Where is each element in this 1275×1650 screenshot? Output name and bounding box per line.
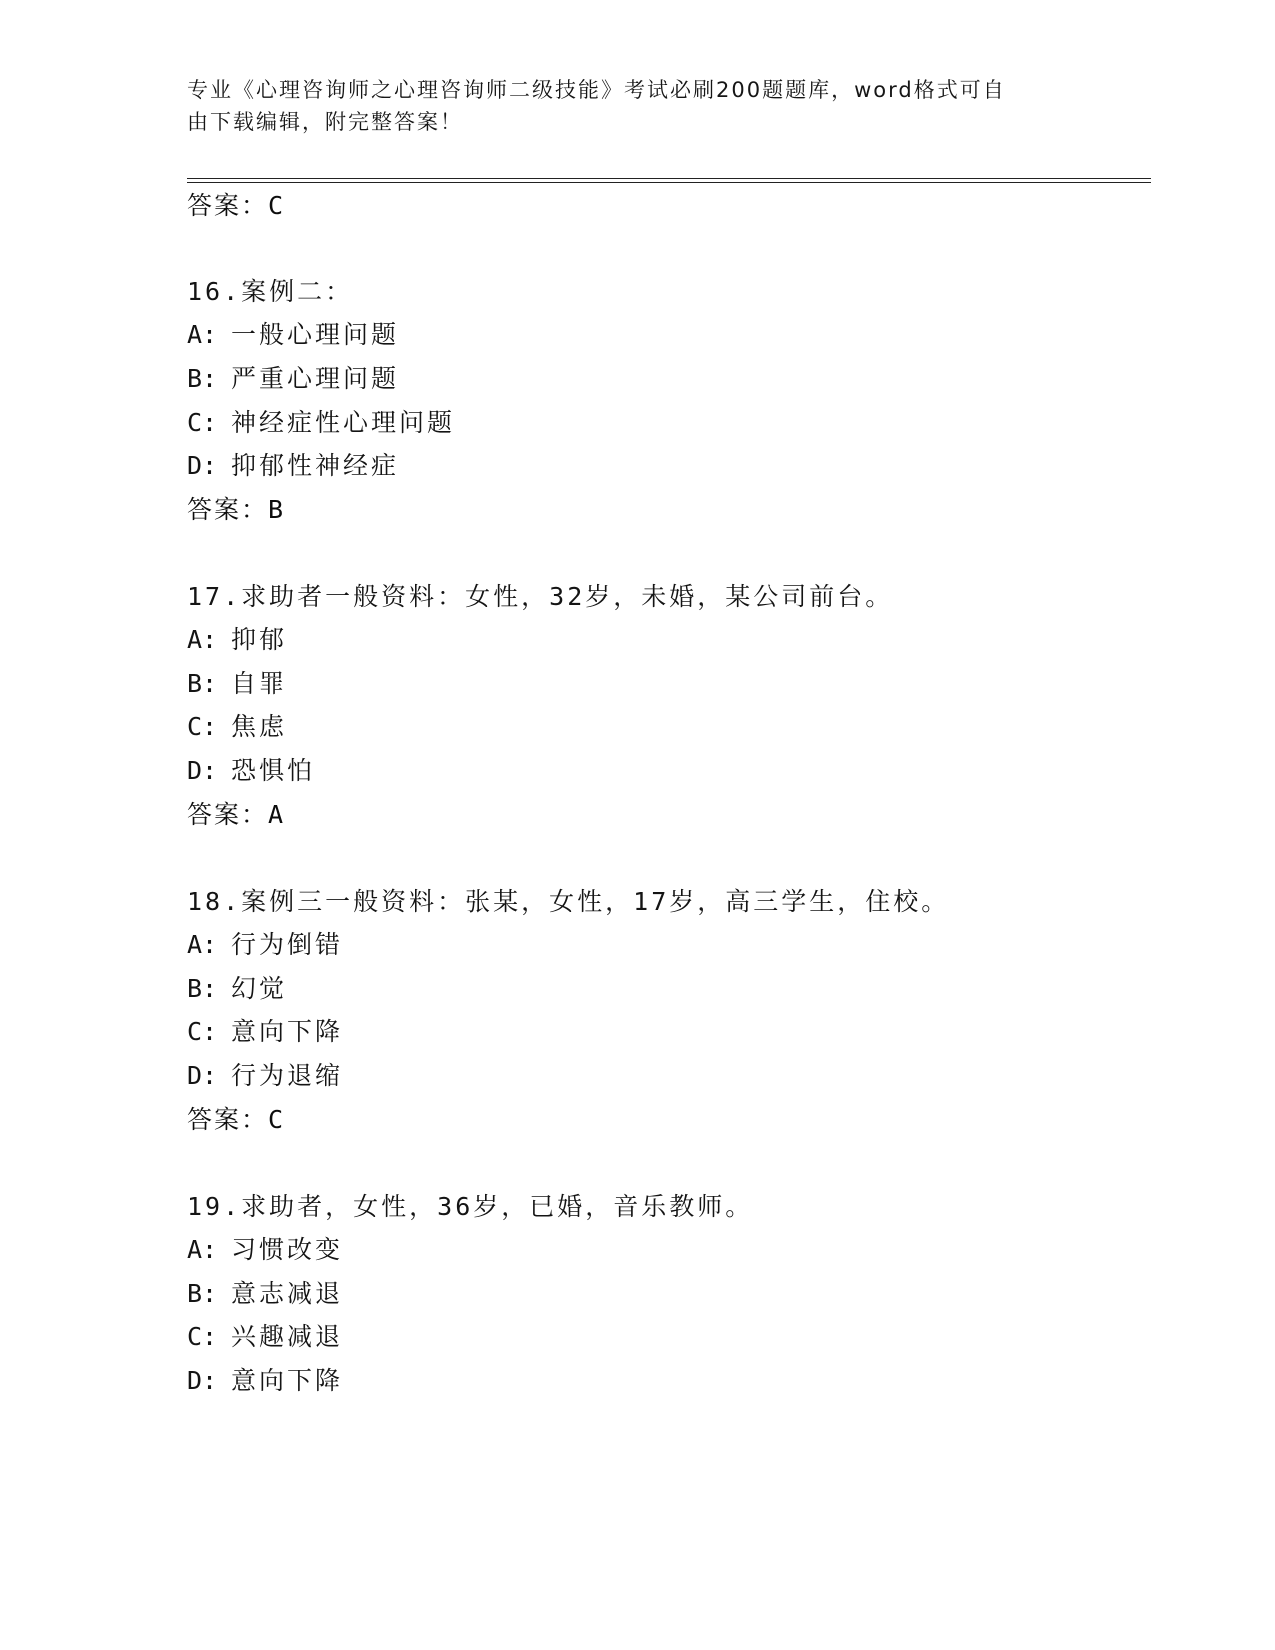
header-line-1: 专业《心理咨询师之心理咨询师二级技能》考试必刷200题题库，word格式可自 — [187, 78, 1006, 102]
option-b — [187, 669, 287, 699]
option-label: B: — [187, 669, 218, 698]
answer-value: A — [268, 800, 286, 829]
option-a — [187, 320, 399, 350]
answer-line — [187, 495, 285, 525]
option-text: 意向下降 — [231, 1366, 344, 1395]
option-d — [187, 451, 399, 481]
option-label: D: — [187, 756, 218, 785]
answer-value: C — [268, 191, 286, 220]
option-b — [187, 974, 287, 1004]
option-c — [187, 408, 455, 438]
header-divider-bottom — [187, 182, 1151, 183]
option-label: D: — [187, 1366, 218, 1395]
answer-label: 答案： — [187, 495, 269, 524]
question-stem: 18.案例三一般资料：张某，女性，17岁，高三学生，住校。 — [187, 887, 950, 916]
option-label: B: — [187, 1279, 218, 1308]
option-c — [187, 712, 287, 742]
question-stem: 16.案例二： — [187, 277, 354, 306]
option-label: A: — [187, 320, 218, 349]
option-d — [187, 1366, 343, 1396]
option-text: 一般心理问题 — [231, 320, 400, 349]
option-c — [187, 1017, 343, 1047]
header-line-2: 由下载编辑，附完整答案！ — [187, 110, 463, 134]
option-text: 焦虑 — [231, 712, 288, 741]
option-text: 兴趣减退 — [231, 1322, 344, 1351]
answer-label: 答案： — [187, 800, 269, 829]
document-header — [187, 74, 1077, 138]
option-label: B: — [187, 974, 218, 1003]
option-text: 抑郁 — [231, 625, 288, 654]
option-label: D: — [187, 451, 218, 480]
option-a — [187, 930, 343, 960]
answer-line — [187, 800, 285, 830]
option-b — [187, 1279, 343, 1309]
option-text: 自罪 — [231, 669, 288, 698]
option-a — [187, 625, 287, 655]
option-label: A: — [187, 625, 218, 654]
answer-line — [187, 1105, 285, 1135]
option-text: 严重心理问题 — [231, 364, 400, 393]
option-text: 幻觉 — [231, 974, 288, 1003]
question-stem: 17.求助者一般资料：女性，32岁，未婚，某公司前台。 — [187, 582, 894, 611]
option-text: 意向下降 — [231, 1017, 344, 1046]
option-text: 行为倒错 — [231, 930, 344, 959]
option-text: 神经症性心理问题 — [231, 408, 456, 437]
option-text: 恐惧怕 — [231, 756, 316, 785]
option-text: 习惯改变 — [231, 1235, 344, 1264]
option-label: C: — [187, 1017, 218, 1046]
question-stem: 19.求助者，女性，36岁，已婚，音乐教师。 — [187, 1192, 754, 1221]
answer-line — [187, 191, 285, 221]
option-text: 抑郁性神经症 — [231, 451, 400, 480]
answer-label: 答案： — [187, 1105, 269, 1134]
answer-value: B — [268, 495, 286, 524]
option-label: D: — [187, 1061, 218, 1090]
option-label: C: — [187, 1322, 218, 1351]
option-a — [187, 1235, 343, 1265]
option-d — [187, 1061, 343, 1091]
option-text: 意志减退 — [231, 1279, 344, 1308]
option-label: C: — [187, 712, 218, 741]
answer-label: 答案： — [187, 191, 269, 220]
header-divider-top — [187, 178, 1151, 179]
option-label: C: — [187, 408, 218, 437]
option-label: A: — [187, 930, 218, 959]
option-label: B: — [187, 364, 218, 393]
option-c — [187, 1322, 343, 1352]
option-d — [187, 756, 315, 786]
option-b — [187, 364, 399, 394]
answer-value: C — [268, 1105, 286, 1134]
option-text: 行为退缩 — [231, 1061, 344, 1090]
option-label: A: — [187, 1235, 218, 1264]
